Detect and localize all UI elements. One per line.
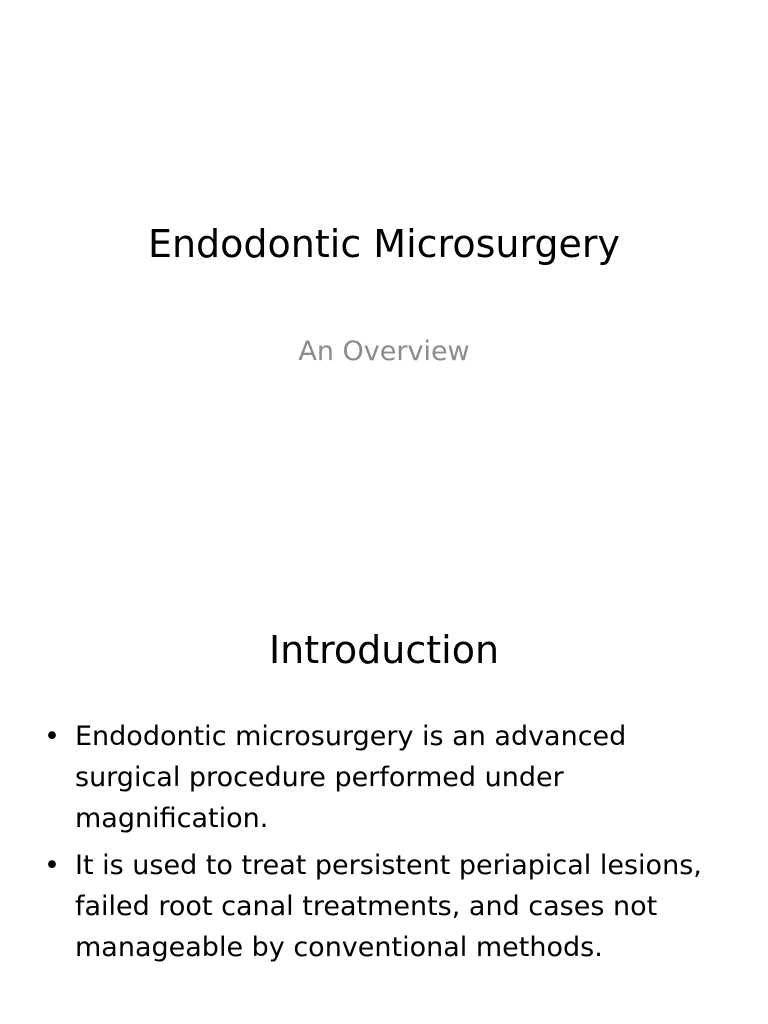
bullet-point-icon: • bbox=[44, 850, 60, 881]
slide-subtitle: An Overview bbox=[298, 336, 470, 367]
bullet-point-icon: • bbox=[44, 721, 60, 752]
introduction-slide bbox=[0, 576, 768, 1024]
bullet-item bbox=[40, 845, 730, 968]
bullet-text: It is used to treat persistent periapical lesions, failed root canal treatments, and cases not manageable by conventional methods. bbox=[75, 850, 702, 963]
slide-heading: Introduction bbox=[268, 628, 500, 672]
bullet-item bbox=[40, 716, 730, 839]
slide-title: Endodontic Microsurgery bbox=[147, 222, 621, 266]
bullet-list bbox=[40, 716, 730, 974]
bullet-text: Endodontic microsurgery is an advanced surgical procedure performed under magnification. bbox=[75, 721, 627, 834]
